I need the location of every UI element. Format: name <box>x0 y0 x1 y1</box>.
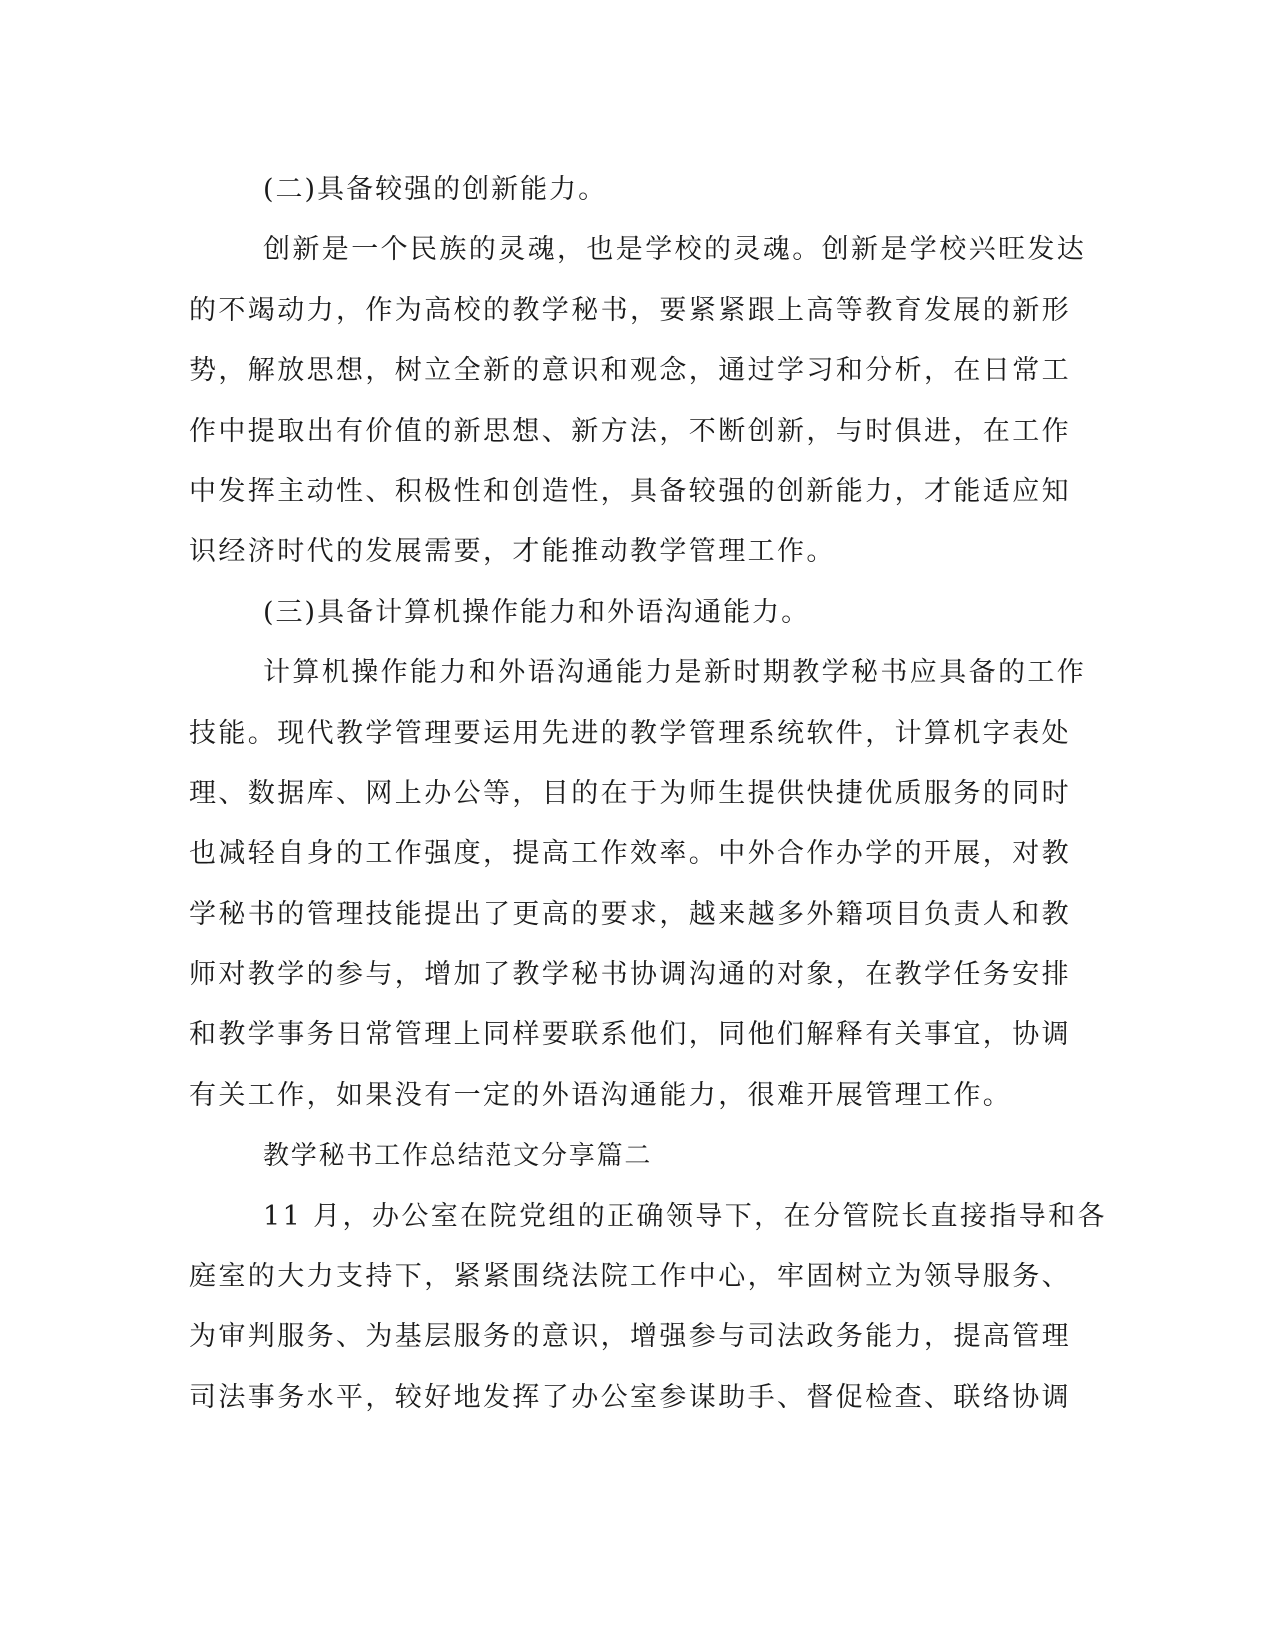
paragraph-line: 技能。现代教学管理要运用先进的教学管理系统软件，计算机字表处 <box>189 717 1071 749</box>
paragraph-line: 庭室的大力支持下，紧紧围绕法院工作中心，牢固树立为领导服务、 <box>189 1261 1071 1293</box>
document-body <box>189 160 1107 1428</box>
paragraph-line: 也减轻自身的工作强度，提高工作效率。中外合作办学的开展，对教 <box>189 838 1071 870</box>
paragraph-line: 和教学事务日常管理上同样要联系他们，同他们解释有关事宜，协调 <box>189 1019 1071 1051</box>
section-heading-computer-language: (三)具备计算机操作能力和外语沟通能力。 <box>263 596 811 628</box>
paragraph-line: 理、数据库、网上办公等，目的在于为师生提供快捷优质服务的同时 <box>189 777 1071 809</box>
paragraph-line: 中发挥主动性、积极性和创造性，具备较强的创新能力，才能适应知 <box>189 475 1071 507</box>
paragraph-line: 作中提取出有价值的新思想、新方法，不断创新，与时俱进，在工作 <box>189 415 1071 447</box>
section-heading-innovation: (二)具备较强的创新能力。 <box>263 174 608 205</box>
paragraph-line: 有关工作，如果没有一定的外语沟通能力，很难开展管理工作。 <box>189 1079 1013 1111</box>
paragraph-line: 为审判服务、为基层服务的意识，增强参与司法政务能力，提高管理 <box>189 1321 1071 1353</box>
paragraph-line: 11 月，办公室在院党组的正确领导下，在分管院长直接指导和各 <box>263 1200 1107 1232</box>
paragraph-line: 势，解放思想，树立全新的意识和观念，通过学习和分析，在日常工 <box>189 355 1071 387</box>
paragraph-line: 学秘书的管理技能提出了更高的要求，越来越多外籍项目负责人和教 <box>189 898 1071 930</box>
article-title: 教学秘书工作总结范文分享篇二 <box>263 1141 653 1172</box>
paragraph-line: 创新是一个民族的灵魂，也是学校的灵魂。创新是学校兴旺发达 <box>263 234 1087 266</box>
paragraph-line: 识经济时代的发展需要，才能推动教学管理工作。 <box>189 536 836 568</box>
paragraph-line: 计算机操作能力和外语沟通能力是新时期教学秘书应具备的工作 <box>263 657 1087 689</box>
paragraph-line: 司法事务水平，较好地发挥了办公室参谋助手、督促检查、联络协调 <box>189 1381 1071 1413</box>
paragraph-line: 的不竭动力，作为高校的教学秘书，要紧紧跟上高等教育发展的新形 <box>189 294 1071 326</box>
paragraph-line: 师对教学的参与，增加了教学秘书协调沟通的对象，在教学任务安排 <box>189 959 1071 991</box>
